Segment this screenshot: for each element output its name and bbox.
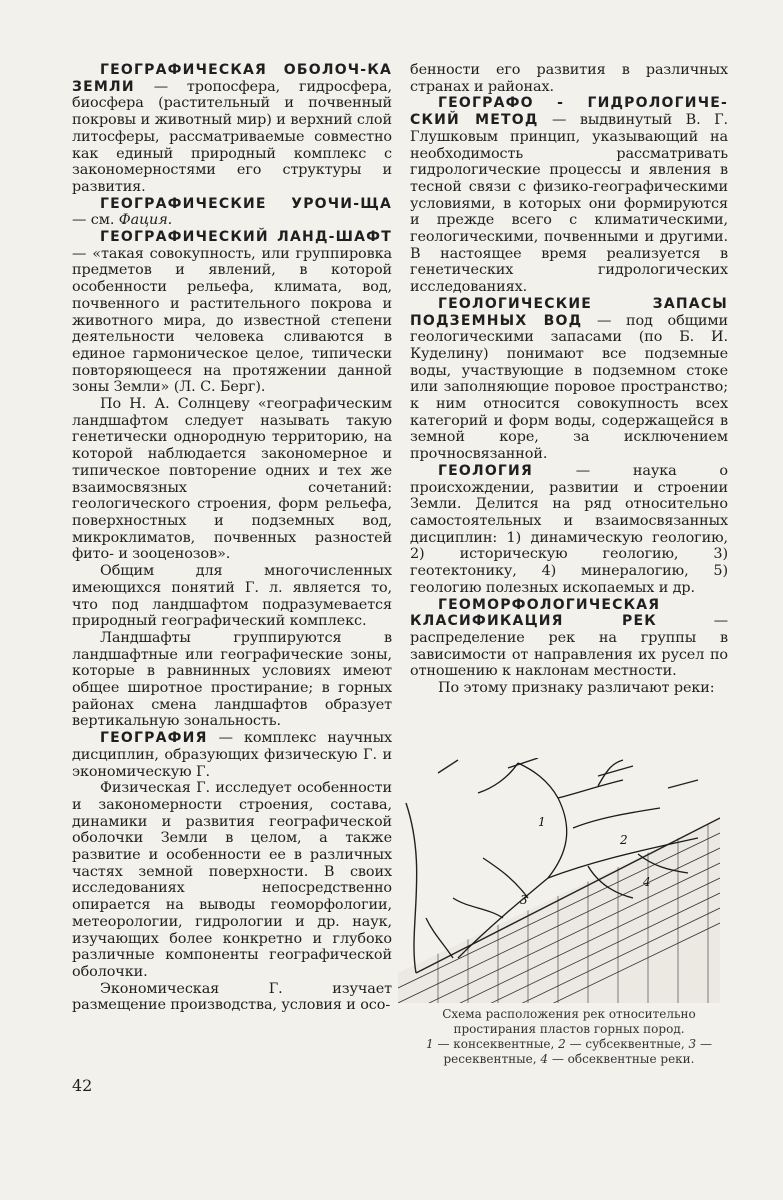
page-number: 42: [72, 1076, 93, 1095]
entry-text: — комплекс научных дисциплин, образующих физическую Г. и экономическую Г.: [72, 730, 392, 780]
entry-text: — тропосфера, гидросфера, биосфера (растительный и почвенный покровы и животный мир) и верхний слой литосферы, рассматриваемые совместно как единый природный комплекс с закономерностями его структуры и развития.: [72, 78, 392, 195]
paragraph: Физическая Г. исследует особенности и закономерности строения, состава, динамики и развития географической оболочки Земли в целом, а также развитие и особенности ее в различных частях земной поверхности. В своих исследованиях непосредственно опирается на выводы геоморфологии, метеорологии, гидрологии и др. наук, изучающих более конкретно и глубоко различные компоненты географической оболочки.: [72, 780, 392, 980]
entry-geography: [72, 730, 392, 780]
rock-strata: [398, 818, 720, 1003]
figure-label-2: 2: [620, 833, 628, 847]
entry-geographic-tracts: [72, 196, 392, 229]
headword: ГЕОЛОГИЧЕСКИЕ ЗАПАСЫ ПОДЗЕМНЫХ ВОД: [410, 295, 728, 329]
headword: ГЕОМОРФОЛОГИЧЕСКАЯ КЛАСИФИКАЦИЯ РЕК: [410, 596, 661, 630]
paragraph-continuation: бенности его развития в различных странах и районах.: [410, 62, 728, 95]
paragraph: Экономическая Г. изучает размещение производства, условия и осо-: [72, 980, 392, 1014]
entry-text: — распределение рек на группы в зависимости от направления их русел по отношению к наклонам местности.: [410, 613, 728, 680]
entry-geographo-hydrological-method: [410, 95, 728, 295]
entry-text: — «такая совокупность, или группировка предметов и явлений, в которой особенности рельефа, климата, вод, почвенного и растительного покрова и животного мира, до известной степени деятельности человека сливаются в единое гармоническое целое, типически повторяющееся на протяжении данной зоны Земли» (Л. С. Берг).: [72, 245, 392, 396]
left-column: [72, 62, 392, 1014]
caption-title: Схема расположения рек относительно простирания пластов горных пород.: [442, 1007, 696, 1036]
figure-caption: [410, 1007, 728, 1067]
entry-text: — см.: [72, 212, 119, 229]
figure-label-4: 4: [643, 875, 651, 889]
entry-text: — выдвинутый В. Г. Глушковым принцип, указывающий на необходимость рассматривать гидрологические процессы и явления в тесной связи с физико-географическими условиями, в которых они формируются и прежде всего с климатическими, геологическими, почвенными и другими. В настоящее время реализуется в генетических гидрологических исследованиях.: [410, 112, 728, 296]
paragraph: По этому признаку различают реки:: [438, 680, 715, 697]
figure-label-1: 1: [538, 815, 546, 829]
entry-text: — наука о происхождении, развитии и строении Земли. Делится на ряд относительно самостоятельных и взаимосвязанных дисциплин: 1) динамическую геологию, 2) историческую геологию, 3) геотектонику, 4) минералогию, 5) геологию полезных ископаемых и др.: [410, 462, 728, 596]
headword: ГЕОЛОГИЯ: [438, 462, 533, 479]
paragraph: По Н. А. Солнцеву «географическим ландшафтом следует называть такую генетически однородную территорию, на которой наблюдается закономерное и типическое повторение одних и тех же взаимосвязных сочетаний: геологического строения, форм рельефа, поверхностных и подземных вод, микроклиматов, почвенных разностей фито- и зооценозов».: [72, 396, 392, 563]
entry-geology: [410, 463, 728, 597]
headword: ГЕОГРАФИЯ: [100, 730, 208, 747]
headword: ГЕОГРАФИЧЕСКИЙ ЛАНД-ШАФТ: [100, 229, 392, 246]
entry-geographic-landscape: [72, 229, 392, 396]
paragraph: Общим для многочисленных имеющихся понятий Г. л. является то, что под ландшафтом подразумевается природный географический комплекс.: [72, 563, 392, 630]
headword: ГЕОГРАФИЧЕСКИЕ УРОЧИ-ЩА: [100, 195, 392, 212]
figure-label-3: 3: [520, 893, 528, 907]
entry-river-classification: [410, 597, 728, 681]
cross-reference: Фация.: [118, 212, 173, 229]
river-scheme-figure: [398, 758, 720, 1003]
headword: ГЕОГРАФО - ГИДРОЛОГИЧЕ-СКИЙ МЕТОД: [410, 95, 728, 129]
paragraph: Ландшафты группируются в ландшафтные или географические зоны, которые в равнинных условиях имеют общее широтное простирание; в горных районах смена ландшафтов образует вертикальную зональность.: [72, 629, 392, 730]
headword: ГЕОГРАФИЧЕСКАЯ ОБОЛОЧ-КА ЗЕМЛИ: [72, 62, 392, 95]
entry-text: — под общими геологическими запасами (по Б. И. Куделину) понимают все подземные воды, участвующие в подземном стоке или заполняющие поровое пространство; к ним относится совокупность всех категорий и форм воды, содержащейся в земной коре, за исключением прочносвязанной.: [410, 312, 729, 463]
entry-groundwater-reserves: [410, 296, 728, 463]
right-column: [410, 62, 728, 697]
caption-legend: 1 — консеквентные, 2 — субсеквентные, 3 — ресеквентные, 4 — обсеквентные реки.: [426, 1037, 712, 1066]
entry-geographic-envelope: [72, 62, 392, 196]
